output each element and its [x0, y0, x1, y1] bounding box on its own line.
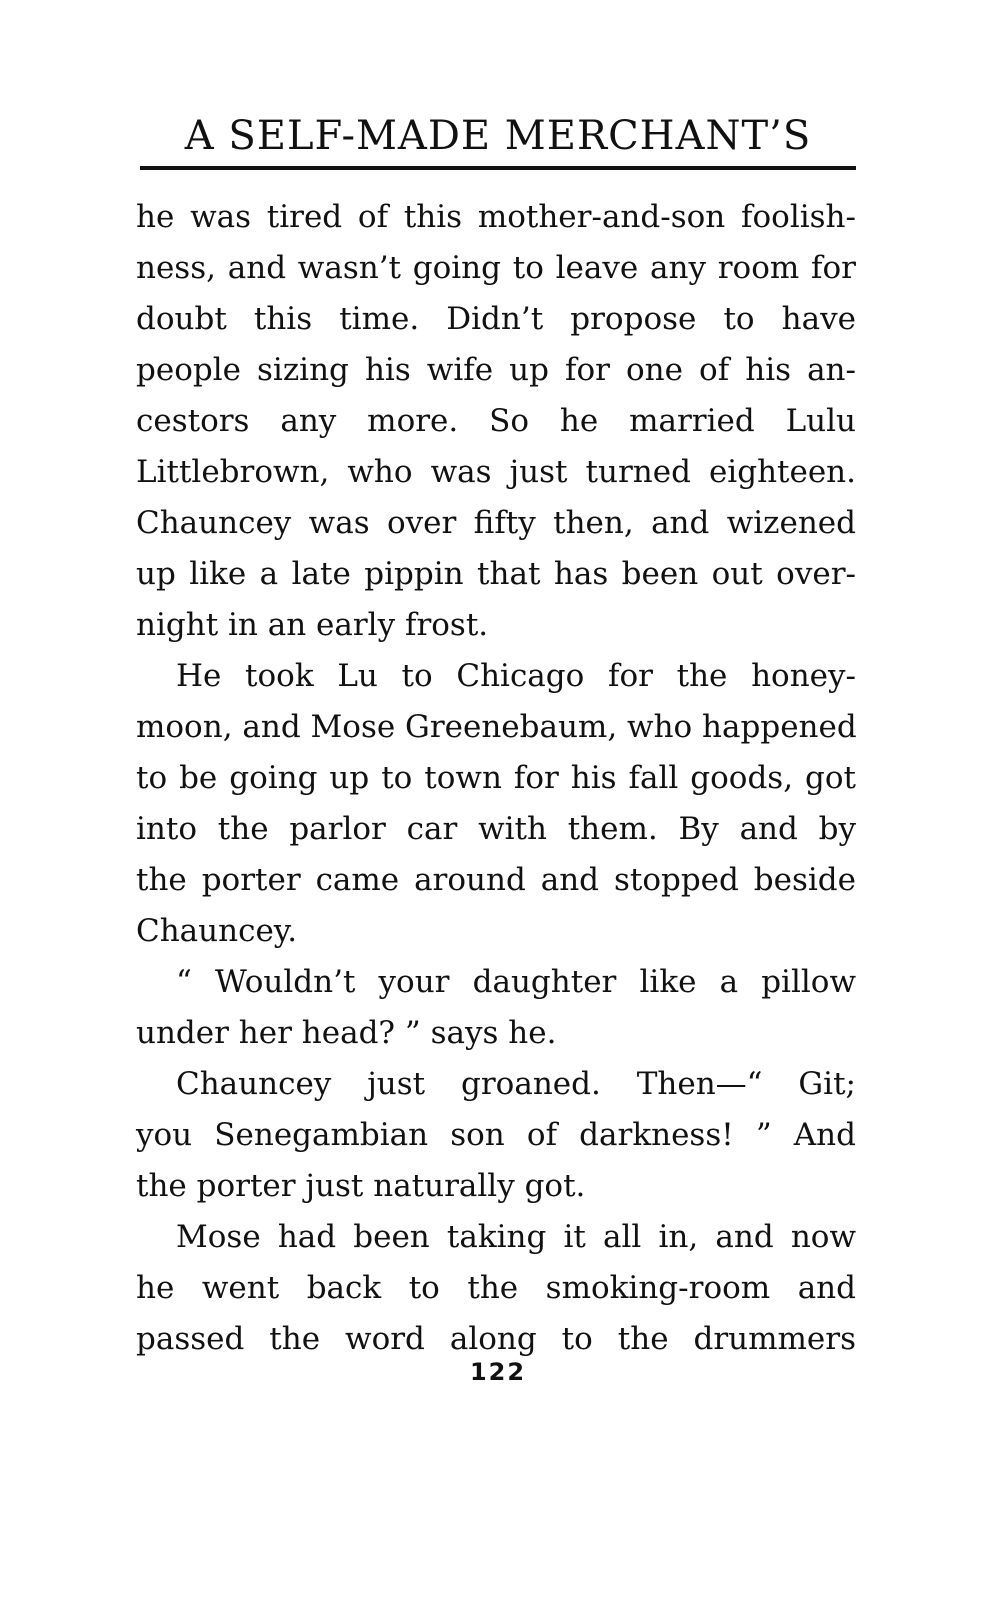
text-line: He took Lu to Chicago for the honey- [176, 658, 856, 694]
text-line: moon, and Mose Greenebaum, who happened [136, 709, 857, 745]
text-line: into the parlor car with them. By and by [136, 811, 856, 847]
text-line: cestors any more. So he married Lulu [136, 403, 856, 439]
text-line: Mose had been taking it all in, and now [176, 1219, 856, 1255]
text-line: Chauncey was over fifty then, and wizened [136, 505, 856, 541]
text-line: Littlebrown, who was just turned eighteen. [136, 454, 856, 490]
page-number: 122 [469, 1358, 527, 1386]
text-line: the porter came around and stopped beside [136, 862, 856, 898]
text-line: Chauncey just groaned. Then—“ Git; [176, 1066, 856, 1102]
text-line: night in an early frost. [136, 607, 489, 643]
text-line: up like a late pippin that has been out over- [136, 556, 856, 592]
text-line: “ Wouldn’t your daughter like a pillow [176, 964, 856, 1000]
text-line: you Senegambian son of darkness! ” And [136, 1117, 856, 1153]
text-line: passed the word along to the drummers [136, 1321, 856, 1357]
text-line: to be going up to town for his fall goods, got [136, 760, 856, 796]
text-line: he went back to the smoking-room and [136, 1270, 856, 1306]
text-line: Chauncey. [136, 913, 298, 949]
text-line: under her head? ” says he. [136, 1015, 557, 1051]
text-line: the porter just naturally got. [136, 1168, 586, 1204]
running-header: A SELF-MADE MERCHANT’S [184, 113, 812, 159]
text-line: ness, and wasn’t going to leave any room for [136, 250, 856, 286]
text-line: doubt this time. Didn’t propose to have [136, 301, 856, 337]
text-line: he was tired of this mother-and-son foolish- [136, 199, 856, 235]
text-line: people sizing his wife up for one of his an- [136, 352, 856, 388]
body-text [136, 192, 856, 1365]
header-rule [140, 166, 856, 170]
